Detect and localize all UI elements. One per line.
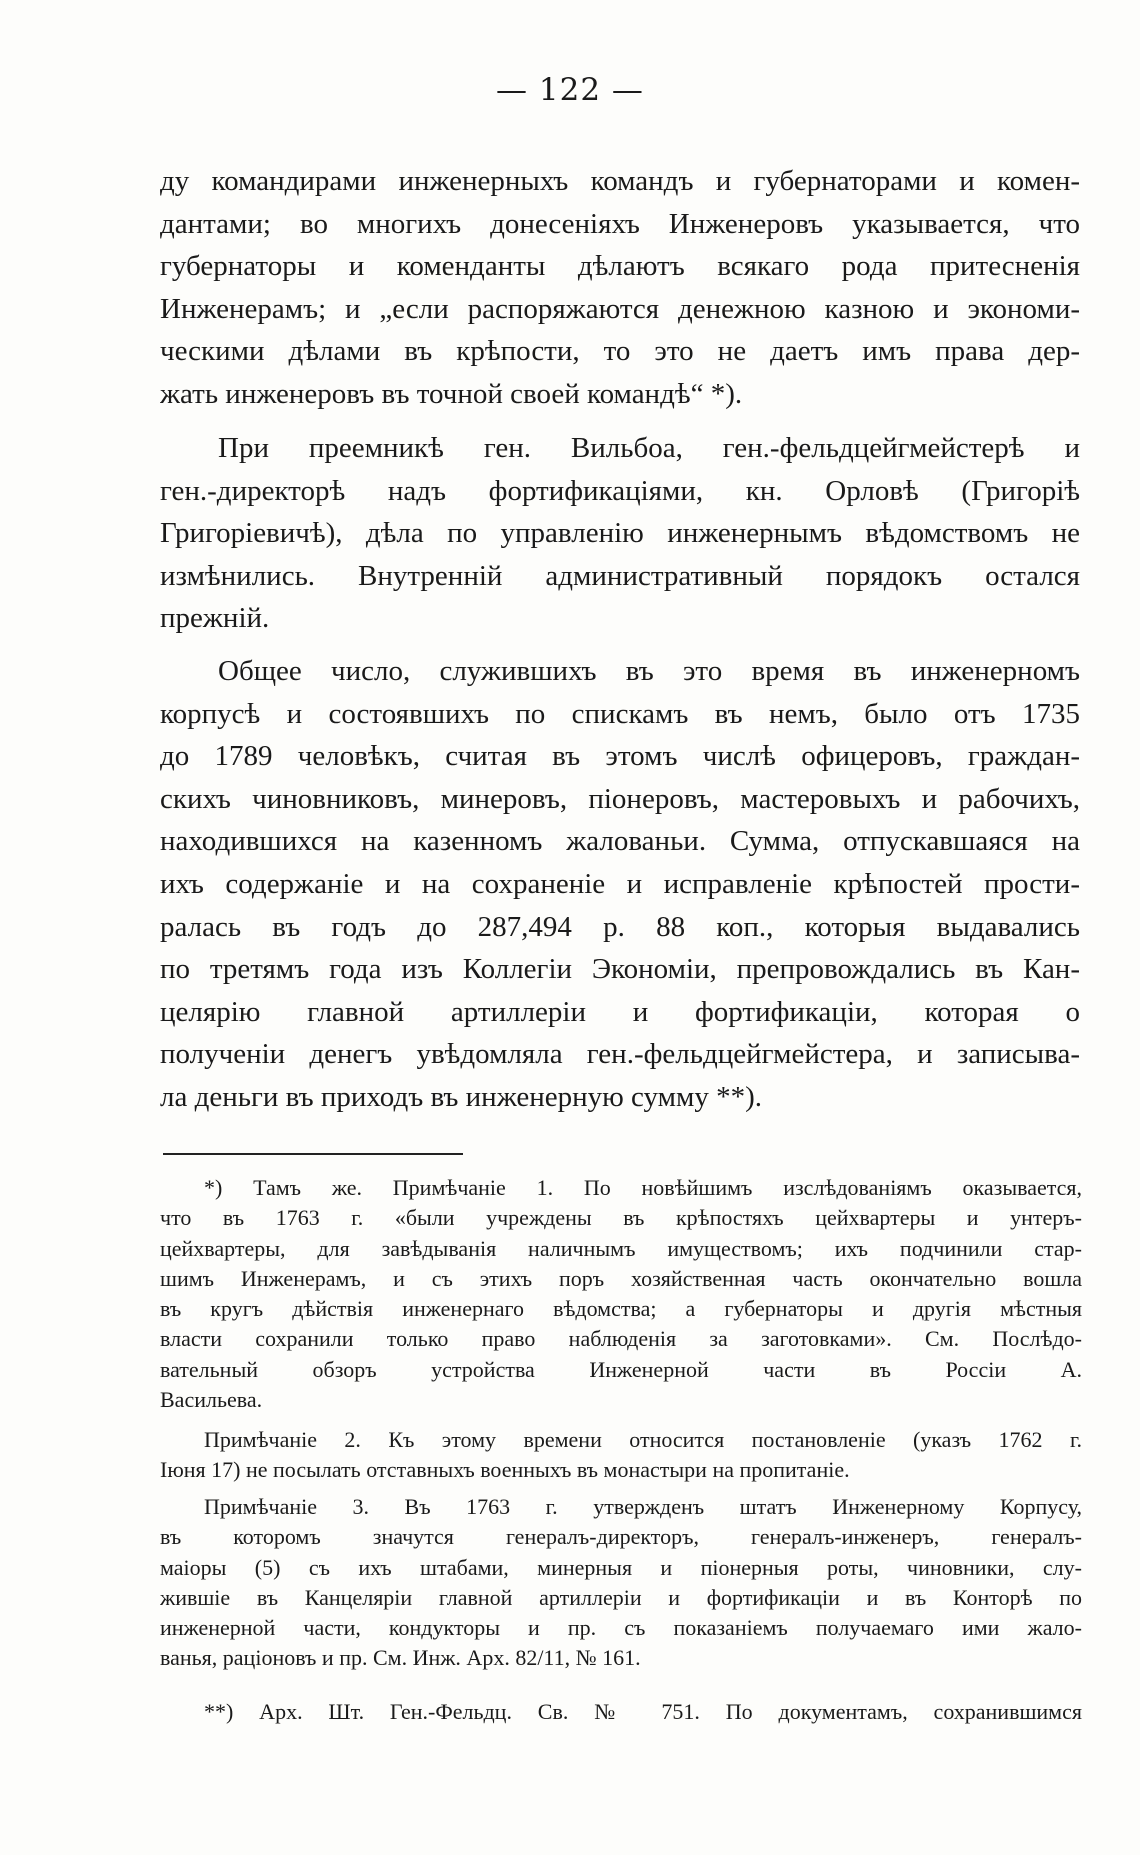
text-line: губернаторы и коменданты дѣлаютъ всякаго рода притесненія — [160, 250, 1080, 283]
footnote-line: вательный обзоръ устройства Инженерной части въ Россіи А. — [160, 1356, 1082, 1382]
footnote-line: ванья, раціоновъ и пр. См. Инж. Арх. 82/11, № 161. — [160, 1645, 641, 1671]
paragraph-corps-count — [160, 650, 1080, 1119]
footnote-line: Примѣчаніе 2. Къ этому времени относится постановленіе (указъ 1762 г. — [204, 1427, 1082, 1452]
text-line: ла деньги въ приходъ въ инженерную сумму **). — [160, 1080, 763, 1113]
paragraph-orlov — [160, 427, 1080, 640]
footnote-line: *) Тамъ же. Примѣчаніе 1. По новѣйшимъ изслѣдованіямъ оказывается, — [204, 1175, 1082, 1200]
text-line: Григоріевичѣ), дѣла по управленію инженернымъ вѣдомствомъ не — [160, 517, 1080, 550]
footnote-line: власти сохранили только право наблюденія за заготовками». См. Послѣдо- — [160, 1326, 1082, 1352]
footnote-line: въ кругъ дѣйствія инженернаго вѣдомства; а губернаторы и другія мѣстныя — [160, 1296, 1082, 1322]
footnote-line: Васильева. — [160, 1387, 263, 1413]
footnote-line: шимъ Инженерамъ, и съ этихъ поръ хозяйственная часть окончательно вошла — [160, 1265, 1082, 1291]
footnote-single-star — [160, 1173, 1082, 1415]
text-line: прежній. — [160, 602, 270, 635]
text-line: корпусѣ и состоявшихъ по спискамъ въ немъ, было отъ 1735 — [160, 697, 1080, 730]
footnote-note-2 — [160, 1425, 1082, 1486]
text-line: ду командирами инженерныхъ командъ и губернаторами и комен- — [160, 165, 1080, 197]
text-line: по третямъ года изъ Коллегіи Экономіи, препровождались въ Кан- — [160, 953, 1080, 986]
text-line: полученіи денегъ увѣдомляла ген.-фельдцейгмейстера, и записыва- — [160, 1038, 1080, 1071]
text-line: находившихся на казенномъ жалованьи. Сумма, отпускавшаяся на — [160, 825, 1080, 858]
text-line: до 1789 человѣкъ, считая въ этомъ числѣ офицеровъ, граждан- — [160, 740, 1080, 773]
footnote-line: въ которомъ значутся генералъ-директоръ, генералъ-инженеръ, генералъ- — [160, 1524, 1082, 1550]
text-line: дантами; во многихъ донесеніяхъ Инженеровъ указывается, что — [160, 207, 1080, 240]
text-line: Инженерамъ; и „если распоряжаются денежною казною и экономи- — [160, 292, 1080, 325]
paragraph-continuation — [160, 160, 1080, 416]
text-line: Общее число, служившихъ въ это время въ инженерномъ — [218, 655, 1080, 687]
text-line: ген.-директорѣ надъ фортификаціями, кн. Орловѣ (Григоріѣ — [160, 474, 1080, 507]
footnote-line: цейхвартеры, для завѣдыванія наличнымъ имуществомъ; ихъ подчинили стар- — [160, 1235, 1082, 1261]
text-line: измѣнились. Внутренній административный порядокъ остался — [160, 559, 1080, 592]
footnote-line: Примѣчаніе 3. Въ 1763 г. утвержденъ штатъ Инженерному Корпусу, — [204, 1494, 1082, 1519]
footnote-note-3 — [160, 1492, 1082, 1674]
text-line: При преемникѣ ген. Вильбоа, ген.-фельдцейгмейстерѣ и — [218, 432, 1080, 464]
text-line: скихъ чиновниковъ, минеровъ, піонеровъ, мастеровыхъ и рабочихъ, — [160, 782, 1080, 815]
text-line: жать инженеровъ въ точной своей командѣ“ *). — [160, 377, 743, 410]
footnote-line: жившіе въ Канцеляріи главной артиллеріи и фортификаціи и въ Конторѣ по — [160, 1584, 1082, 1610]
footnote-line: что въ 1763 г. «были учреждены въ крѣпостяхъ цейхвартеры и унтеръ- — [160, 1205, 1082, 1231]
footnote-divider — [163, 1153, 463, 1155]
text-line: ралась въ годъ до 287,494 р. 88 коп., которыя выдавались — [160, 910, 1080, 943]
text-line: ческими дѣлами въ крѣпости, то это не даетъ имъ права дер- — [160, 335, 1080, 368]
footnote-line: инженерной части, кондукторы и пр. съ показаніемъ получаемаго ими жало- — [160, 1615, 1082, 1641]
text-line: ихъ содержаніе и на сохраненіе и исправленіе крѣпостей прости- — [160, 867, 1080, 900]
footnote-line: маіоры (5) съ ихъ штабами, минерныя и піонерныя роты, чиновники, слу- — [160, 1554, 1082, 1580]
footnote-double-star — [160, 1697, 1082, 1727]
page-number: — 122 — — [496, 72, 644, 108]
text-line: целярію главной артиллеріи и фортификаціи, которая о — [160, 995, 1080, 1028]
footnote-line: **) Арх. Шт. Ген.-Фельдц. Св. № 751. По документамъ, сохранившимся — [204, 1699, 1082, 1724]
footnote-line: Іюня 17) не посылать отставныхъ военныхъ въ монастыри на пропитаніе. — [160, 1457, 850, 1483]
